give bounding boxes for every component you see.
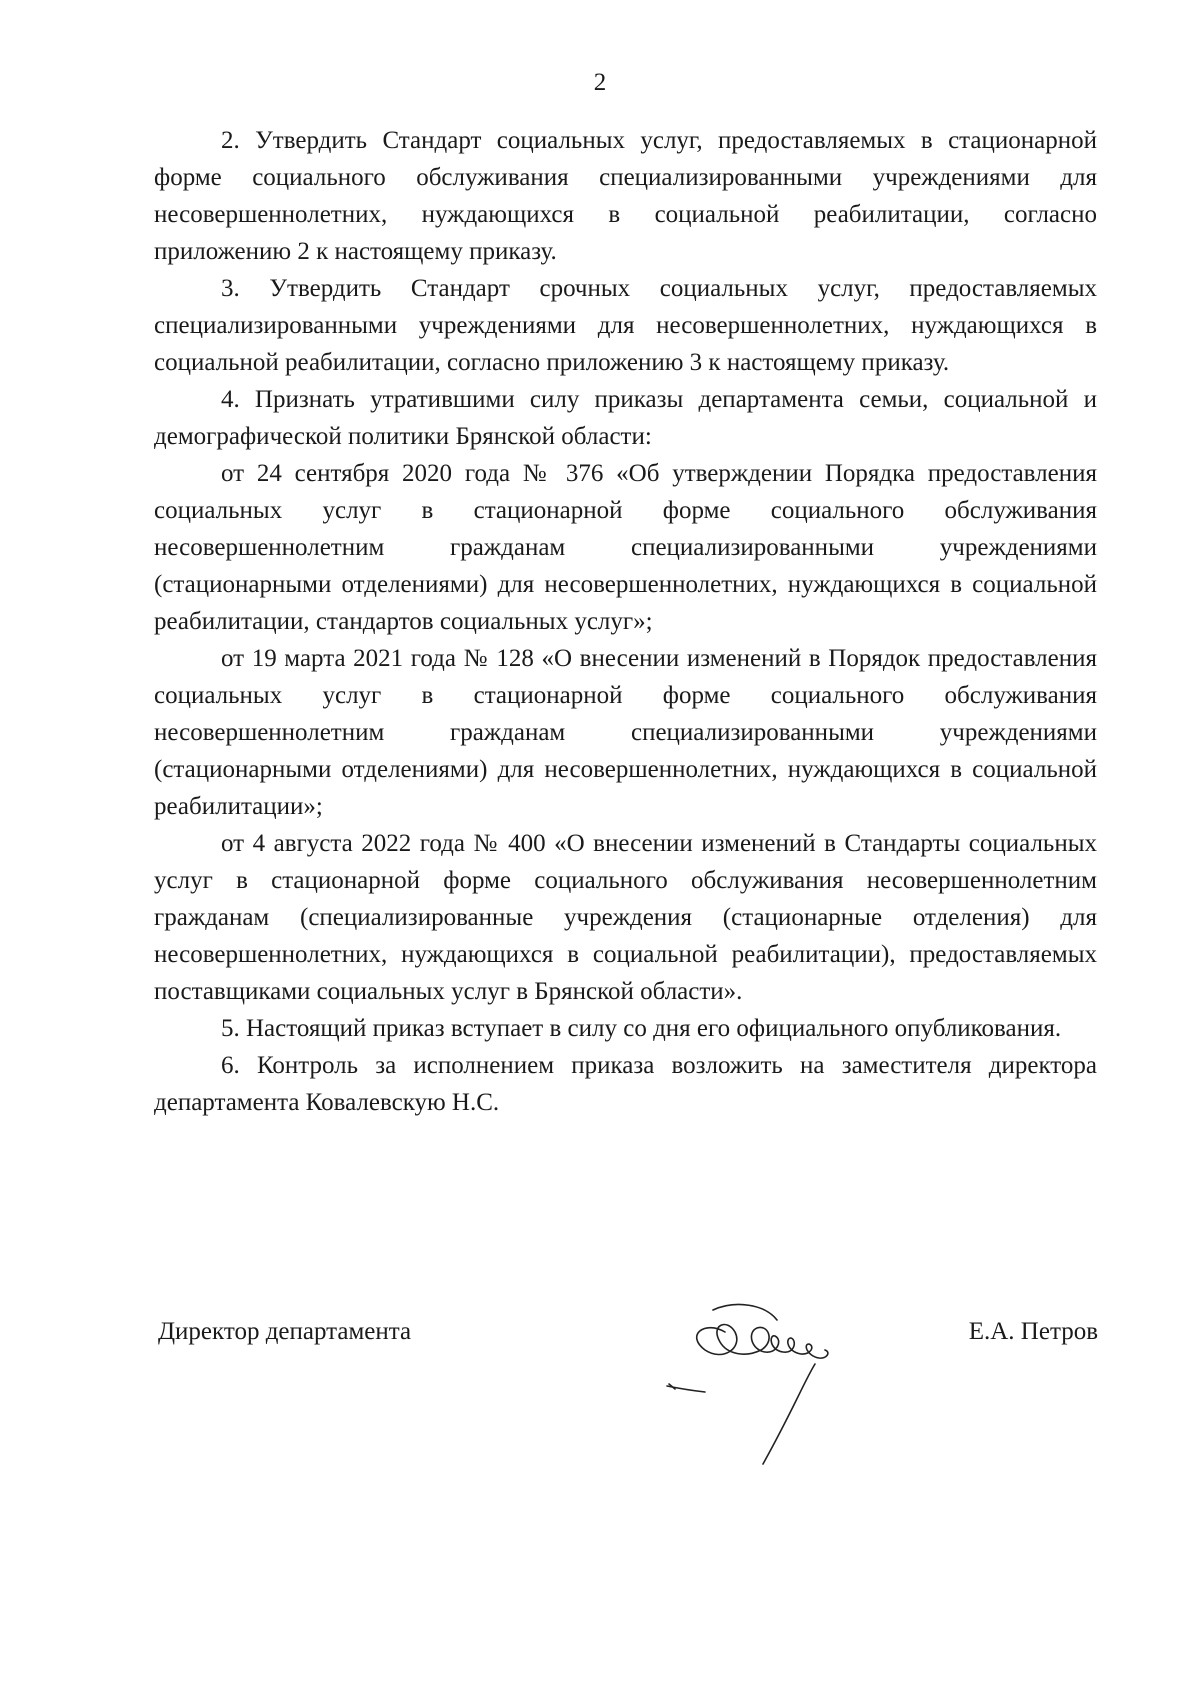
signatory-name: Е.А. Петров xyxy=(968,1318,1098,1345)
page-number: 2 xyxy=(593,69,607,96)
repealed-order-376: от 24 сентября 2020 года № 376 «Об утверждении Порядка предоставления социальных услуг в стационарной форме социального обслуживания несовершеннолетним гражданам специализированными учреждениями (стационарными отделениями) для несовершеннолетних, нуждающихся в социальной реабилитации, стандартов социальных услуг»; xyxy=(154,460,1097,635)
repealed-order-128: от 19 марта 2021 года № 128 «О внесении изменений в Порядок предоставления социальных услуг в стационарной форме социального обслуживания несовершеннолетним гражданам специализированными учреждениями (стационарными отделениями) для несовершеннолетних, нуждающихся в социальной реабилитации»; xyxy=(154,645,1097,820)
paragraph-item-5: 5. Настоящий приказ вступает в силу со дня его официального опубликования. xyxy=(221,1015,1062,1042)
document-body xyxy=(154,122,1097,1121)
paragraph-item-6: 6. Контроль за исполнением приказа возложить на заместителя директора департамента Ковалевскую Н.С. xyxy=(154,1052,1097,1116)
paragraph-item-3: 3. Утвердить Стандарт срочных социальных услуг, предоставляемых специализированными учреждениями для несовершеннолетних, нуждающихся в социальной реабилитации, согласно приложению 3 к настоящему приказу. xyxy=(154,275,1097,376)
paragraph-item-4: 4. Признать утратившими силу приказы департамента семьи, социальной и демографической политики Брянской области: xyxy=(154,386,1097,450)
repealed-order-400: от 4 августа 2022 года № 400 «О внесении изменений в Стандарты социальных услуг в стационарной форме социального обслуживания несовершеннолетним гражданам (специализированные учреждения (стационарные отделения) для несовершеннолетних, нуждающихся в социальной реабилитации), предоставляемых поставщиками социальных услуг в Брянской области». xyxy=(154,830,1097,1005)
handwritten-signature xyxy=(665,1280,910,1480)
signatory-position: Директор департамента xyxy=(158,1318,412,1345)
paragraph-item-2: 2. Утвердить Стандарт социальных услуг, предоставляемых в стационарной форме социального обслуживания специализированными учреждениями для несовершеннолетних, нуждающихся в социальной реабилитации, согласно приложению 2 к настоящему приказу. xyxy=(154,127,1097,265)
